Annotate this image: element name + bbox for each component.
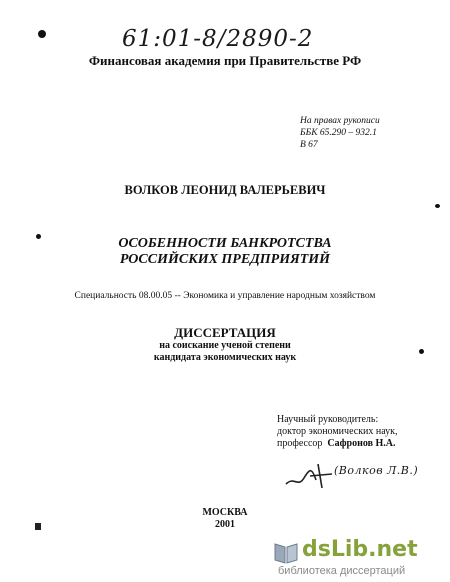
bbk-code: ББК 65.290 – 932.1 bbox=[300, 128, 377, 138]
rights-line: На правах рукописи bbox=[300, 116, 380, 126]
handwritten-signature bbox=[282, 458, 442, 494]
title-line: ОСОБЕННОСТИ БАНКРОТСТВА bbox=[118, 236, 332, 251]
advisor-label: Научный руководитель: bbox=[277, 414, 379, 425]
dissertation-title bbox=[0, 236, 450, 268]
specialty-line: Специальность 08.00.05 -- Экономика и управление народным хозяйством bbox=[74, 291, 376, 301]
degree-block bbox=[0, 325, 450, 364]
scan-dot bbox=[38, 30, 46, 38]
degree-line: на соискание ученой степени bbox=[159, 340, 291, 351]
city: МОСКВА bbox=[202, 507, 248, 518]
scan-dot bbox=[435, 204, 440, 208]
advisor-name: Сафронов Н.А. bbox=[327, 438, 396, 449]
advisor-block bbox=[277, 414, 398, 450]
advisor-rank: профессор bbox=[277, 438, 323, 449]
watermark-brand: dsLib.net bbox=[302, 537, 418, 562]
rights-block bbox=[300, 115, 380, 151]
institution-name: Финансовая академия при Правительстве РФ bbox=[88, 53, 362, 68]
author-mark: В 67 bbox=[300, 140, 318, 150]
signature-scribble bbox=[282, 458, 342, 492]
degree-line: кандидата экономических наук bbox=[153, 352, 297, 363]
handwritten-archive-code: 61:01-8/2890-2 bbox=[122, 26, 314, 52]
signature-name: (Волков Л.В.) bbox=[334, 464, 419, 477]
book-icon bbox=[272, 538, 300, 566]
watermark-caption: библиотека диссертаций bbox=[278, 565, 406, 577]
author-name: ВОЛКОВ ЛЕОНИД ВАЛЕРЬЕВИЧ bbox=[124, 183, 326, 197]
dslib-watermark[interactable] bbox=[268, 536, 448, 580]
year: 2001 bbox=[215, 519, 235, 530]
dissertation-heading: ДИССЕРТАЦИЯ bbox=[174, 325, 276, 340]
advisor-degree: доктор экономических наук, bbox=[277, 426, 398, 437]
footer-block bbox=[0, 507, 450, 531]
title-line: РОССИЙСКИХ ПРЕДПРИЯТИЙ bbox=[119, 252, 331, 267]
advisor-title-line bbox=[277, 438, 398, 450]
